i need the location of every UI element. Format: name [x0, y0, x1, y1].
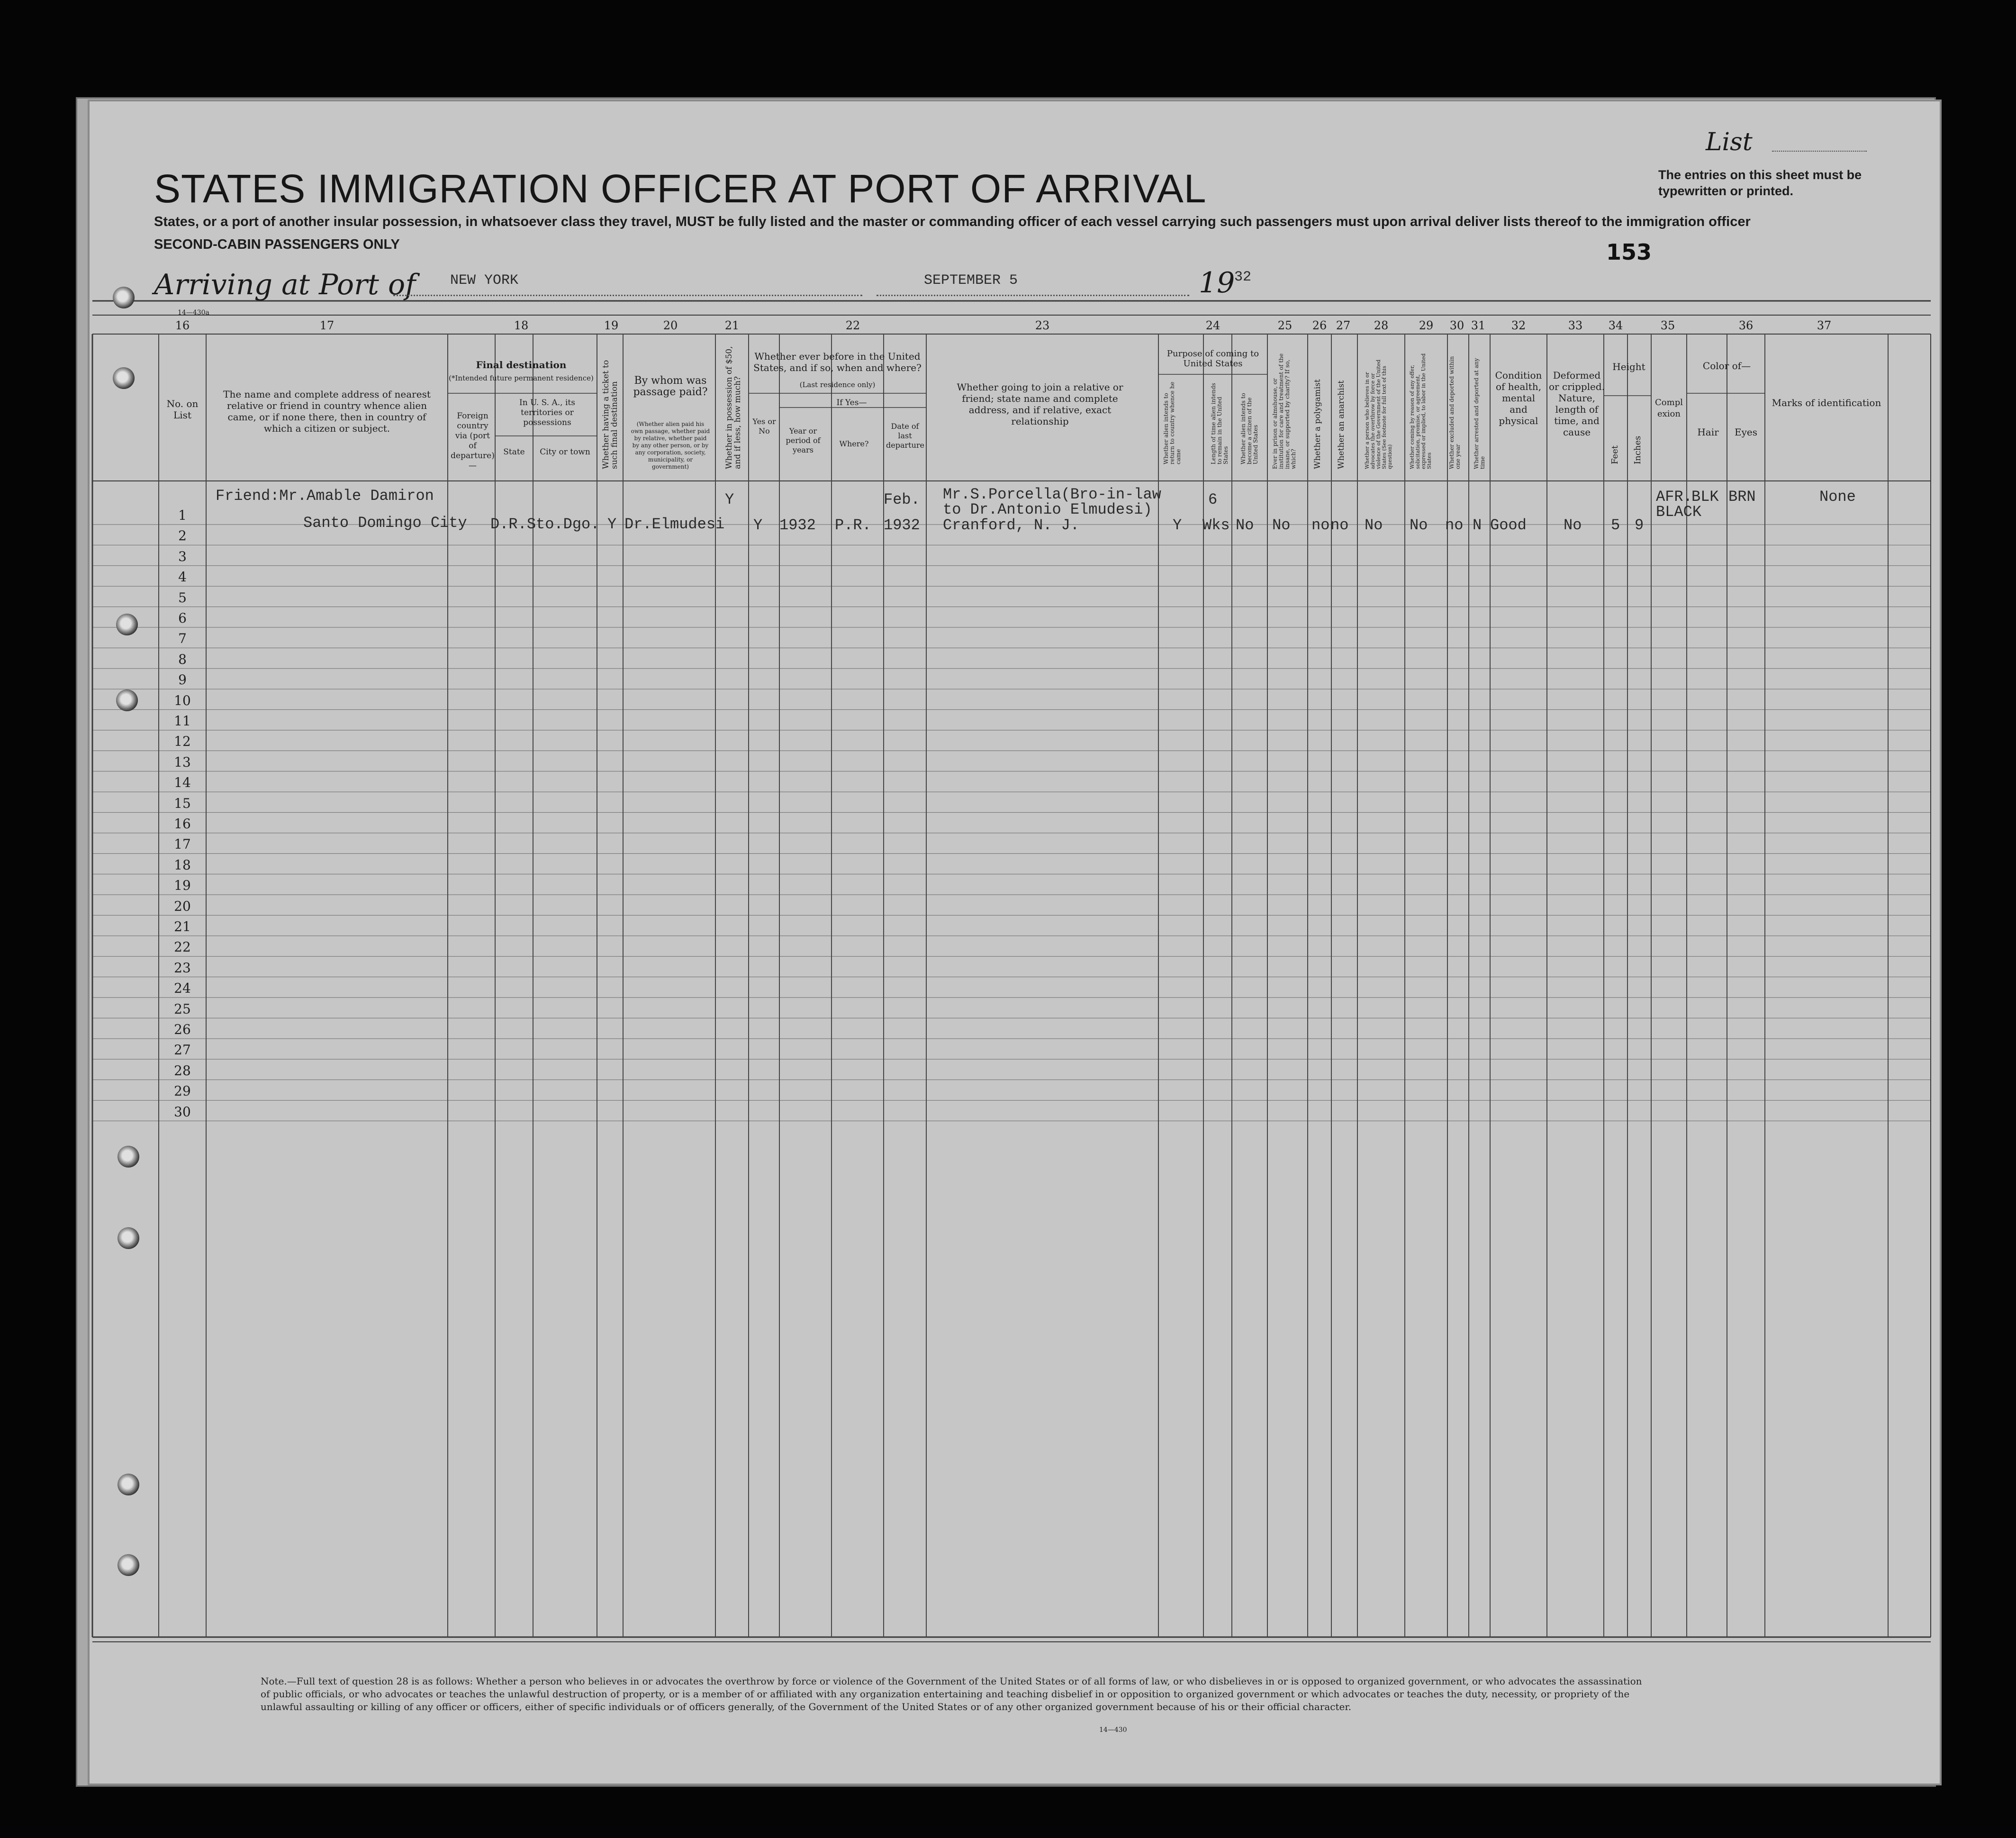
header-ticket: Whether having a ticket to such final destination: [601, 360, 619, 469]
entry-labor-offer[interactable]: No: [1410, 516, 1428, 534]
column-number: 37: [1817, 319, 1832, 332]
column-number: 23: [1035, 319, 1050, 332]
year-suffix[interactable]: 32: [1234, 269, 1252, 285]
entry-prison[interactable]: No: [1272, 516, 1291, 534]
header-joining: Whether going to join a relative or friend; state name and complete address, and if relative, exact relationship: [957, 381, 1123, 427]
entry-marks[interactable]: None: [1819, 488, 1856, 506]
row-number: 17: [174, 836, 191, 852]
form-code-top: 14—430a: [178, 309, 209, 317]
header-overthrow: Whether a person who believes in or advocates the overthrow by force or violence of the Government of the United States (See footnote for full text of this question): [1364, 359, 1393, 469]
list-label: List: [1706, 128, 1753, 156]
entry-joining-line1[interactable]: Mr.S.Porcella(Bro-in-law: [943, 486, 1161, 503]
binder-hole: [113, 287, 135, 308]
header-eyes: Eyes: [1735, 426, 1757, 438]
column-number: 33: [1568, 319, 1583, 332]
column-number: 21: [724, 319, 740, 332]
form-title: STATES IMMIGRATION OFFICER AT PORT OF ARRIVAL: [154, 166, 1207, 211]
column-number: 36: [1738, 319, 1754, 332]
header-anarchist: Whether an anarchist: [1337, 380, 1346, 469]
row-number: 3: [178, 548, 187, 564]
column-number: 34: [1608, 319, 1623, 332]
column-number: 25: [1277, 319, 1293, 332]
header-color-of: Color of—: [1702, 360, 1751, 371]
typewritten-note: The entries on this sheet must be typewritten or printed.: [1658, 168, 1862, 198]
row-number: 22: [174, 939, 191, 955]
header-state: State: [503, 447, 525, 457]
header-passage-paid: By whom was passage paid?: [633, 375, 708, 398]
row-number: 10: [174, 692, 191, 708]
header-before-in-us: Whether ever before in the United States, and if so, when and where?: [753, 351, 922, 373]
binder-hole: [118, 1227, 139, 1249]
row-number: 18: [174, 857, 191, 873]
row-number: 15: [174, 795, 191, 811]
header-purpose-length: Length of time alien intends to remain in the United States: [1210, 383, 1229, 464]
column-number: 30: [1449, 319, 1465, 332]
row-number: 8: [178, 651, 187, 667]
sheet-number: 153: [1606, 239, 1652, 265]
header-purpose-citizen: Whether alien intends to become a citizen of the United States: [1240, 393, 1259, 464]
entry-departure-month[interactable]: Feb.: [884, 491, 920, 508]
header-purpose: Purpose of coming to United States: [1166, 349, 1259, 369]
entry-health[interactable]: Good: [1490, 516, 1527, 534]
class-line: SECOND-CABIN PASSENGERS ONLY: [154, 237, 400, 252]
entry-year[interactable]: 1932: [779, 516, 816, 534]
column-number: 16: [175, 319, 190, 332]
entry-polygamist[interactable]: no: [1311, 516, 1330, 534]
port-field-line: [393, 295, 862, 296]
year-prefix: 19: [1199, 266, 1235, 299]
entry-return-intent[interactable]: Y: [1173, 516, 1182, 534]
column-number: 29: [1419, 319, 1434, 332]
entry-complexion-line2[interactable]: BLACK: [1656, 503, 1702, 521]
header-marks: Marks of identification: [1772, 397, 1881, 408]
port-value[interactable]: NEW YORK: [450, 272, 519, 289]
row-number: 28: [174, 1062, 191, 1078]
column-number: 35: [1660, 319, 1675, 332]
row-number: 29: [174, 1083, 191, 1099]
row-number: 11: [174, 713, 191, 729]
header-city: City or town: [540, 447, 590, 457]
column-number: 24: [1205, 319, 1220, 332]
column-number: 22: [845, 319, 860, 332]
entry-stay-unit[interactable]: Wks: [1202, 516, 1230, 534]
entry-anarchist[interactable]: no: [1330, 516, 1349, 534]
header-passage-note: (Whether alien paid his own passage, whether paid by relative, whether paid by any other person, or by any corporation, society, municipality, or government): [631, 421, 710, 470]
entry-ticket[interactable]: Y: [607, 516, 617, 533]
header-date-departure: Date of last departure: [886, 422, 924, 450]
header-purpose-return: Whether alien intends to return to country whence he came: [1163, 381, 1182, 464]
form-code-bottom: 14—430: [1099, 1726, 1127, 1734]
header-yes-or-no: Yes or No: [752, 417, 776, 435]
column-number: 20: [663, 319, 678, 332]
entry-inches[interactable]: 9: [1635, 516, 1644, 534]
row-number: 20: [174, 898, 191, 914]
header-no-on-list: No. on List: [166, 398, 199, 421]
entry-relative-line2[interactable]: Santo Domingo City: [303, 514, 467, 532]
header-prison: Ever in prison or almshouse, or institution for care and treatment of the insane, or supported by charity? If so, which?: [1272, 353, 1297, 469]
column-number: 19: [604, 319, 619, 332]
footnote: Note.—Full text of question 28 is as follows: Whether a person who believes in or advocates the overthrow by force or violence of the Government of the United States or of all forms of law, or who disbelieves in or is opposed to organized government, or who advocates the assassination of public officials, or who advocates or teaches the unlawful destruction of property, or is a member of or affiliated with any organization entertaining and teaching disbelief in or opposition to organized government or which advocates or teaches the duty, necessity, or propriety of the unlawful assaulting or killing of any officer or officers, either of specific individuals or of officers generally, of the Government of the United States or of any other organized government because of his or their official character.: [261, 1675, 1642, 1712]
entry-before-in-us[interactable]: Y: [753, 516, 763, 534]
row-number: 24: [174, 980, 191, 996]
list-field[interactable]: [1772, 151, 1867, 152]
column-number: 27: [1336, 319, 1351, 332]
entry-money-mark[interactable]: Y: [725, 491, 734, 508]
entry-complexion-line1[interactable]: AFR.: [1656, 488, 1692, 506]
date-field-line: [877, 295, 1189, 296]
column-number: 17: [319, 319, 334, 332]
entry-joining-line2[interactable]: to Dr.Antonio Elmudesi): [943, 501, 1152, 518]
column-number: 28: [1374, 319, 1389, 332]
entry-excluded[interactable]: no: [1445, 516, 1464, 534]
row-number: 21: [174, 919, 191, 934]
row-number: 4: [178, 569, 187, 585]
row-number: 6: [178, 610, 187, 626]
entry-relative-line1[interactable]: Friend:Mr.Amable Damiron: [216, 487, 434, 505]
entry-eyes[interactable]: BRN: [1728, 488, 1756, 506]
row-number: 7: [178, 631, 187, 647]
column-number: 26: [1312, 319, 1327, 332]
entry-joining-line3[interactable]: Cranford, N. J.: [943, 516, 1080, 534]
header-labor-offer: Whether coming by reason of any offer, solicitation, promise, or agreement, expressed or implied, to labor in the United States: [1409, 353, 1432, 469]
entry-destination[interactable]: D.R.Sto.Dgo.: [490, 516, 600, 533]
row-number: 16: [174, 816, 191, 832]
row-number: 27: [174, 1042, 191, 1058]
row-number: 5: [178, 589, 187, 606]
entry-overthrow[interactable]: No: [1365, 516, 1383, 534]
header-health: Condition of health, mental and physical: [1495, 370, 1542, 426]
column-number: 18: [514, 319, 529, 332]
header-final-destination-note: (*Intended future permanent residence): [449, 374, 594, 382]
binder-hole: [118, 1474, 139, 1495]
row-number: 9: [178, 672, 187, 688]
entry-stay-number[interactable]: 6: [1208, 491, 1218, 508]
header-height: Height: [1612, 361, 1645, 372]
header-excluded: Whether excluded and deported within one year: [1448, 356, 1461, 469]
header-inches: Inches: [1633, 435, 1643, 464]
header-feet: Feet: [1610, 445, 1620, 464]
header-where: Where?: [839, 439, 869, 448]
header-in-usa: In U. S. A., its territories or possessions: [519, 398, 575, 427]
column-number: 31: [1471, 319, 1486, 332]
header-money: Whether in possession of $50, and if less, how much?: [724, 346, 742, 469]
binder-hole: [116, 614, 138, 635]
header-foreign-country: Foreign country via (port of departure)—: [451, 411, 495, 471]
header-complexion: Complexion: [1655, 398, 1683, 419]
row-number: 30: [174, 1104, 191, 1120]
entry-feet[interactable]: 5: [1611, 516, 1620, 534]
header-arrested: Whether arrested and deported at any time: [1473, 358, 1486, 469]
header-year-period: Year or period of years: [786, 426, 821, 454]
entry-deformed[interactable]: No: [1564, 516, 1582, 534]
row-number: 23: [174, 960, 191, 976]
row-number: 1: [178, 507, 187, 523]
header-polygamist: Whether a polygamist: [1313, 379, 1322, 469]
header-if-yes: If Yes—: [836, 398, 867, 407]
header-hair: Hair: [1697, 426, 1719, 438]
header-before-note: (Last residence only): [799, 380, 876, 389]
row-number: 19: [174, 878, 191, 894]
arriving-label: Arriving at Port of: [154, 268, 416, 301]
header-final-destination: Final destination: [476, 359, 567, 371]
header-deformed: Deformed or crippled. Nature, length of time, and cause: [1548, 370, 1605, 438]
binder-hole: [113, 367, 135, 389]
date-value[interactable]: SEPTEMBER 5: [924, 272, 1018, 289]
entry-hair[interactable]: BLK: [1691, 488, 1719, 506]
row-number: 13: [174, 754, 191, 770]
entry-arrested[interactable]: N: [1473, 516, 1482, 534]
entry-departure-year[interactable]: 1932: [884, 516, 920, 534]
entry-passage-paid-by[interactable]: Dr.Elmudesi: [624, 516, 725, 533]
entry-citizen-intent[interactable]: No: [1236, 516, 1254, 534]
header-relative: The name and complete address of nearest relative or friend in country whence alien came, or if none there, then in country of which a citizen or subject.: [223, 389, 431, 434]
row-number: 12: [174, 733, 191, 750]
row-number: 25: [174, 1001, 191, 1017]
column-number: 32: [1511, 319, 1526, 332]
binder-hole: [118, 1146, 139, 1168]
binder-hole: [116, 689, 138, 711]
entry-where[interactable]: P.R.: [835, 516, 871, 534]
row-number: 2: [178, 528, 187, 544]
row-number: 26: [174, 1022, 191, 1037]
row-number: 14: [174, 775, 191, 791]
binder-hole: [118, 1554, 139, 1576]
form-subtitle: States, or a port of another insular possession, in whatsoever class they travel, MUST be fully listed and the master or commanding officer of each vessel carrying such passengers must upon arrival deliver lists thereof to the immigration officer: [154, 214, 1751, 229]
